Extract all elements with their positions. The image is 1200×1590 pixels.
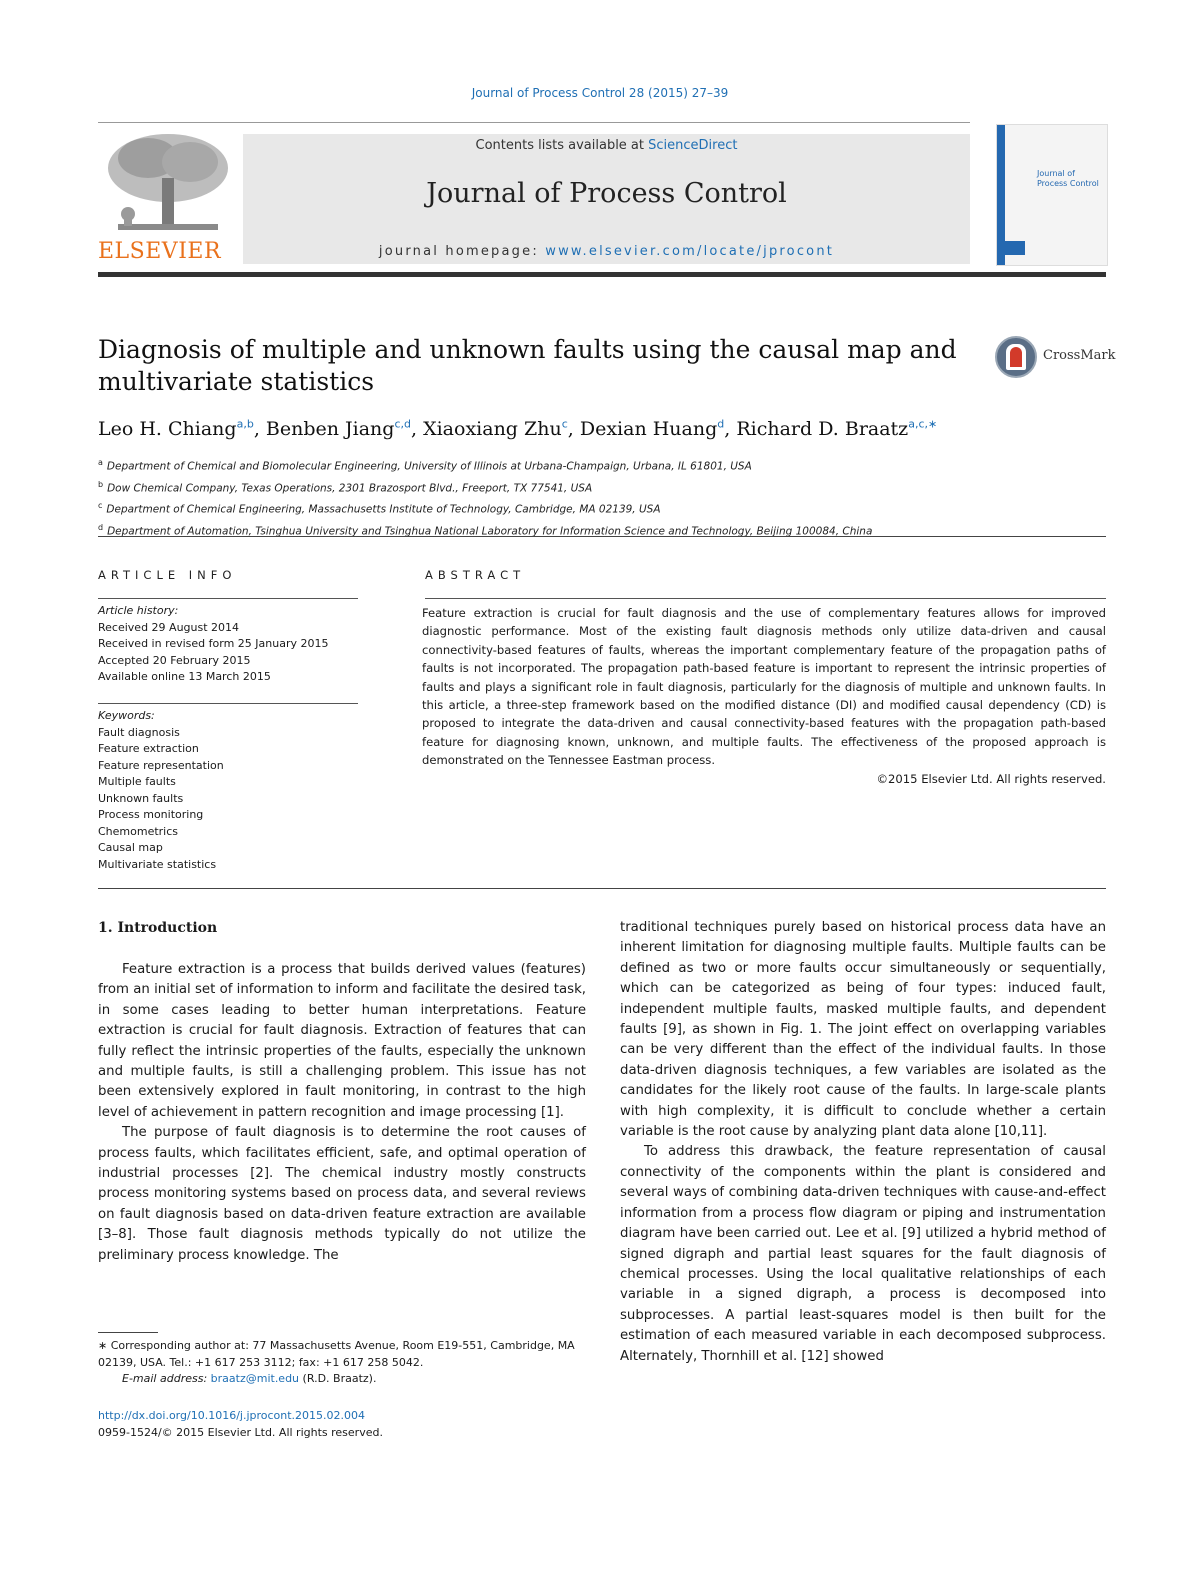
elsevier-tree-icon: [98, 128, 238, 238]
crossmark-badge[interactable]: [995, 336, 1115, 386]
doi-block: [98, 1408, 586, 1441]
divider: [98, 888, 1106, 889]
author-list: [98, 418, 1106, 440]
section-heading: 1. Introduction: [98, 920, 218, 936]
contents-line: [243, 138, 970, 153]
keyword: Chemometrics: [98, 824, 179, 838]
journal-title: Journal of Process Control: [426, 178, 787, 209]
history-item: Available online 13 March 2015: [98, 670, 271, 683]
sciencedirect-link[interactable]: ScienceDirect: [648, 138, 738, 153]
corresponding-footnote: [98, 1338, 586, 1388]
crossmark-label: CrossMark: [1043, 348, 1116, 363]
author: Xiaoxiang Zhu$^c$,: [423, 418, 580, 441]
contents-prefix: Contents lists available at: [475, 138, 649, 153]
article-history: [98, 603, 358, 686]
paragraph: To address this drawback, the feature representation of causal connectivity of the components within the plant is considered and several ways of combining data-driven techniques with cause-and-effect information from a process flow diagram or piping and instrumentation diagram have been carried out. Lee et al. [9] utilized a hybrid method of signed digraph and partial least squares for the fault diagnosis of chemical processes. Using the local qualitative relationships of each variable in a signed digraph, a process is decomposed into subprocesses. A partial least-squares model is then built for the estimation of each measured variable in each decomposed subprocess. Alternately, Thornhill et al. [12] showed: [620, 1144, 1106, 1364]
author-affil-marker[interactable]: a,c,∗: [908, 418, 938, 431]
elsevier-wordmark: ELSEVIER: [98, 239, 222, 264]
article-info-heading: ARTICLE INFO: [98, 568, 237, 582]
keyword: Causal map: [98, 841, 163, 854]
keyword: Feature extraction: [98, 742, 199, 755]
author: Leo H. Chiang$^{a,b}$,: [98, 418, 266, 441]
abstract-copyright: ©2015 Elsevier Ltd. All rights reserved.: [876, 771, 1106, 786]
affiliation: $^d$ Department of Automation, Tsinghua University and Tsinghua National Laboratory for Information Science and Technology, Beijing 100084, China: [98, 522, 873, 537]
divider: [425, 598, 1106, 599]
history-item: Received 29 August 2014: [98, 620, 240, 634]
keyword: Multiple faults: [98, 775, 176, 788]
cover-logo-block: [997, 241, 1025, 255]
header-rule: [98, 122, 970, 123]
email-link[interactable]: braatz@mit.edu: [210, 1372, 300, 1385]
author-affil-marker[interactable]: c: [561, 418, 568, 431]
affiliation: $^a$ Department of Chemical and Biomolecular Engineering, University of Illinois at Urbana-Champaign, Urbana, IL 61801, USA: [98, 458, 752, 473]
paragraph: The purpose of fault diagnosis is to determine the root causes of process faults, which facilitates efficient, safe, and optimal operation of industrial processes [2]. The chemical industry mostly constructs process monitoring systems based on process data, and several reviews on fault diagnosis based on data-driven feature extraction are available [3–8]. Those fault diagnosis methods typically do not utilize the preliminary process knowledge. The: [98, 1125, 586, 1263]
left-column: [98, 960, 586, 1266]
header-thick-rule: [98, 272, 1106, 277]
elsevier-logo: [98, 128, 238, 264]
keyword: Unknown faults: [98, 791, 184, 805]
keywords-label: Keywords:: [98, 709, 155, 722]
author-affil-marker[interactable]: d: [717, 418, 725, 431]
doi-link[interactable]: http://dx.doi.org/10.1016/j.jprocont.2015.02.004: [98, 1409, 366, 1422]
author: Benben Jiang$^{c,d}$,: [265, 418, 424, 441]
paragraph: Feature extraction is a process that builds derived values (features) from an initial set of information to inform and facilitate the desired task, in some cases leading to better human interpretations. Feature extraction is crucial for fault diagnosis. Extraction of features that can fully reflect the intrinsic properties of the faults, especially the unknown and multiple faults, is still a challenging problem. This issue has not been extensively explored in fault monitoring, in contrast to the high level of achievement in pattern recognition and image processing [1].: [98, 962, 586, 1120]
corresponding-author: ∗ Corresponding author at: 77 Massachusetts Avenue, Room E19-551, Cambridge, MA 02139, USA. Tel.: +1 617 253 3112; fax: +1 617 258 5042.: [98, 1339, 575, 1369]
paragraph: traditional techniques purely based on historical process data have an inherent limitation for diagnosing multiple faults. Multiple faults can be defined as two or more faults occur simultaneously or sequentially, which can be categorized as being of four types: induced fault, independent multiple faults, masked multiple faults, and dependent faults [9], as shown in Fig. 1. The joint effect on overlapping variables can be very different than the effect of the individual faults. In those data-driven diagnosis techniques, a few variables are isolated as the candidates for the likely root cause of the faults. In large-scale plants with high complexity, it is difficult to conclude whether a certain variable is the root cause by analyzing plant data alone [10,11].: [620, 920, 1106, 1140]
history-item: Received in revised form 25 January 2015: [98, 637, 329, 650]
divider: [98, 703, 358, 704]
right-column: [620, 918, 1106, 1367]
history-item: Accepted 20 February 2015: [98, 653, 251, 667]
keyword: Feature representation: [98, 758, 224, 772]
affiliation: $^b$ Dow Chemical Company, Texas Operations, 2301 Brazosport Blvd., Freeport, TX 77541, USA: [98, 479, 593, 494]
journal-homepage: [243, 244, 970, 259]
journal-citation[interactable]: Journal of Process Control 28 (2015) 27–39: [471, 86, 729, 100]
keyword-list: [98, 708, 358, 873]
author-affil-marker[interactable]: c,d: [394, 418, 411, 431]
author: Dexian Huang$^d$,: [579, 418, 737, 441]
author-affil-marker[interactable]: a,b: [236, 418, 254, 431]
divider: [98, 536, 1106, 537]
issn-line: 0959-1524/© 2015 Elsevier Ltd. All rights reserved.: [98, 1425, 383, 1439]
homepage-link[interactable]: www.elsevier.com/locate/jprocont: [545, 244, 835, 259]
author: Richard D. Braatz$^{a,c,∗}$: [736, 418, 938, 441]
history-label: Article history:: [98, 604, 179, 617]
divider: [98, 598, 358, 599]
crossmark-icon: [995, 336, 1037, 378]
email-line: E-mail address: braatz@mit.edu (R.D. Braatz).: [122, 1372, 377, 1385]
cover-title: Journal of Process Control: [1037, 169, 1099, 188]
paper-title: Diagnosis of multiple and unknown faults using the causal map and multivariate statistics: [98, 335, 957, 396]
keyword: Fault diagnosis: [98, 725, 180, 739]
abstract-heading: ABSTRACT: [425, 568, 526, 582]
abstract-text: Feature extraction is crucial for fault diagnosis and the use of complementary features allows for improved diagnostic performance. Most of the existing fault diagnosis methods only utilize data-driven and causal connectivity-based features of faults, whereas the important complementary feature of the propagation paths of faults is not incorporated. The propagation path-based feature is important to represent the intrinsic properties of faults and plays a significant role in fault diagnosis, particularly for the diagnosis of multiple and unknown faults. In this article, a three-step framework based on the modified distance (DI) and modified causal dependency (CD) is proposed to integrate the data-driven and causal connectivity-based features with the propagation path-based feature for diagnosing known, unknown, and multiple faults. The effectiveness of the proposed approach is demonstrated on the Tennessee Eastman process.: [422, 606, 1106, 768]
abstract-body: [422, 604, 1106, 788]
footnote-rule: [98, 1332, 158, 1333]
keyword: Multivariate statistics: [98, 857, 217, 871]
homepage-prefix: journal homepage:: [378, 244, 546, 259]
keyword: Process monitoring: [98, 808, 204, 821]
journal-cover-thumbnail[interactable]: [996, 124, 1108, 266]
affiliation-list: [98, 454, 1106, 540]
affiliation: $^c$ Department of Chemical Engineering, Massachusetts Institute of Technology, Cambridge, MA 02139, USA: [98, 501, 661, 516]
